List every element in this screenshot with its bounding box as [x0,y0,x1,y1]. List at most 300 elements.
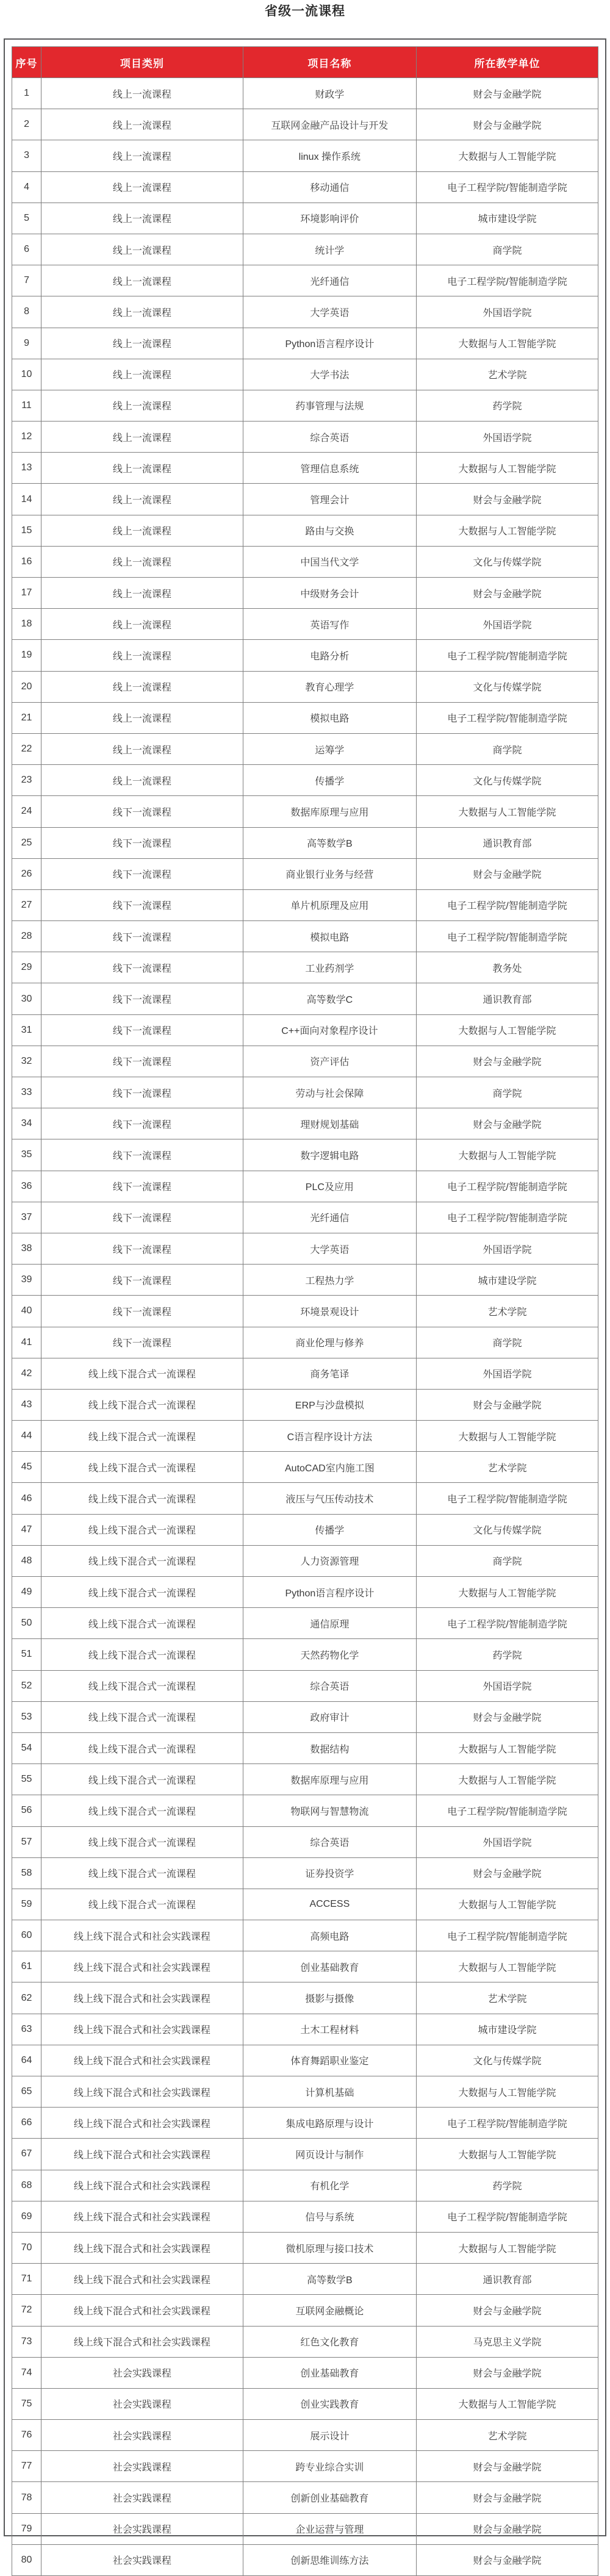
row-index-cell: 19 [12,640,41,671]
table-row [12,702,598,733]
unit-cell: 商学院 [417,1077,598,1108]
category-cell: 线上线下混合式和社会实践课程 [41,2045,243,2076]
category-cell: 线上线下混合式和社会实践课程 [41,2108,243,2139]
table-row [12,921,598,952]
course-name-cell: 企业运营与管理 [243,2513,416,2544]
unit-cell: 城市建设学院 [417,203,598,234]
category-cell: 线上一流课程 [41,140,243,171]
row-index-cell: 46 [12,1483,41,1514]
course-name-cell: 微机原理与接口技术 [243,2232,416,2263]
category-cell: 线上一流课程 [41,640,243,671]
row-index-cell: 72 [12,2295,41,2326]
row-index-cell: 53 [12,1701,41,1732]
row-index-cell: 80 [12,2544,41,2575]
category-cell: 线上一流课程 [41,359,243,390]
unit-cell: 城市建设学院 [417,1265,598,1296]
category-cell: 线下一流课程 [41,1296,243,1327]
category-cell: 线上一流课程 [41,265,243,296]
table-row [12,1701,598,1732]
category-cell: 线下一流课程 [41,983,243,1014]
unit-cell: 财会与金融学院 [417,578,598,609]
category-cell: 线下一流课程 [41,1077,243,1108]
row-index-cell: 1 [12,78,41,109]
row-index-cell: 47 [12,1514,41,1545]
course-name-cell: 土木工程材料 [243,2014,416,2045]
category-cell: 线下一流课程 [41,827,243,858]
table-row [12,1046,598,1077]
course-name-cell: 光纤通信 [243,1202,416,1233]
category-cell: 线上线下混合式一流课程 [41,1670,243,1701]
table-header [12,47,598,78]
unit-cell: 文化与传媒学院 [417,1514,598,1545]
row-index-cell: 13 [12,453,41,484]
unit-cell: 药学院 [417,390,598,421]
row-index-cell: 20 [12,671,41,702]
table-row [12,1327,598,1358]
row-index-cell: 74 [12,2357,41,2388]
table-row [12,2388,598,2419]
table-row [12,2357,598,2388]
course-name-cell: 数据库原理与应用 [243,796,416,827]
unit-cell: 城市建设学院 [417,2014,598,2045]
category-cell: 线上线下混合式和社会实践课程 [41,2139,243,2170]
table-row [12,2045,598,2076]
row-index-cell: 49 [12,1577,41,1608]
table-row [12,2139,598,2170]
category-cell: 社会实践课程 [41,2357,243,2388]
unit-cell: 文化与传媒学院 [417,671,598,702]
unit-cell: 财会与金融学院 [417,1701,598,1732]
category-cell: 线上线下混合式和社会实践课程 [41,2201,243,2232]
course-name-cell: Python语言程序设计 [243,1577,416,1608]
row-index-cell: 61 [12,1951,41,1982]
unit-cell: 财会与金融学院 [417,1046,598,1077]
unit-cell: 财会与金融学院 [417,2482,598,2513]
category-cell: 线上线下混合式和社会实践课程 [41,2014,243,2045]
category-cell: 线上线下混合式和社会实践课程 [41,1982,243,2014]
course-name-cell: 管理信息系统 [243,453,416,484]
course-name-cell: 中国当代文学 [243,546,416,577]
category-cell: 线上一流课程 [41,733,243,764]
unit-cell: 电子工程学院/智能制造学院 [417,2108,598,2139]
category-cell: 线上线下混合式一流课程 [41,1358,243,1389]
table-row [12,2326,598,2357]
category-cell: 线下一流课程 [41,889,243,920]
row-index-cell: 22 [12,733,41,764]
category-cell: 社会实践课程 [41,2544,243,2575]
unit-cell: 财会与金融学院 [417,2513,598,2544]
table-row [12,1296,598,1327]
row-index-cell: 37 [12,1202,41,1233]
column-header-course-name: 项目名称 [243,47,416,78]
category-cell: 线上线下混合式和社会实践课程 [41,2326,243,2357]
course-name-cell: 中级财务会计 [243,578,416,609]
row-index-cell: 18 [12,609,41,640]
unit-cell: 电子工程学院/智能制造学院 [417,1202,598,1233]
unit-cell: 电子工程学院/智能制造学院 [417,1795,598,1826]
course-name-cell: 环境景观设计 [243,1296,416,1327]
column-header-category: 项目类别 [41,47,243,78]
course-name-cell: 管理会计 [243,484,416,515]
unit-cell: 教务处 [417,952,598,983]
row-index-cell: 35 [12,1139,41,1171]
row-index-cell: 33 [12,1077,41,1108]
category-cell: 社会实践课程 [41,2513,243,2544]
category-cell: 线上一流课程 [41,109,243,140]
course-name-cell: 创新创业基础教育 [243,2482,416,2513]
column-header-index: 序号 [12,47,41,78]
course-name-cell: 数据结构 [243,1732,416,1763]
column-header-unit: 所在教学单位 [417,47,598,78]
category-cell: 线上线下混合式一流课程 [41,1701,243,1732]
row-index-cell: 12 [12,422,41,453]
course-name-cell: 证券投资学 [243,1857,416,1889]
row-index-cell: 38 [12,1233,41,1264]
unit-cell: 财会与金融学院 [417,78,598,109]
table-row [12,1920,598,1951]
table-row [12,390,598,421]
course-name-cell: 工程热力学 [243,1265,416,1296]
category-cell: 线上一流课程 [41,515,243,546]
row-index-cell: 51 [12,1639,41,1670]
category-cell: 线下一流课程 [41,1139,243,1171]
unit-cell: 艺术学院 [417,359,598,390]
course-name-cell: 创业实践教育 [243,2388,416,2419]
category-cell: 线上线下混合式一流课程 [41,1389,243,1420]
course-name-cell: 综合英语 [243,1670,416,1701]
category-cell: 线上一流课程 [41,702,243,733]
category-cell: 线上线下混合式一流课程 [41,1826,243,1857]
unit-cell: 电子工程学院/智能制造学院 [417,2201,598,2232]
category-cell: 线上线下混合式和社会实践课程 [41,1951,243,1982]
row-index-cell: 68 [12,2170,41,2201]
unit-cell: 电子工程学院/智能制造学院 [417,640,598,671]
unit-cell: 大数据与人工智能学院 [417,1139,598,1171]
table-row [12,2201,598,2232]
row-index-cell: 31 [12,1014,41,1046]
table-row [12,671,598,702]
row-index-cell: 45 [12,1452,41,1483]
unit-cell: 财会与金融学院 [417,109,598,140]
table-row [12,296,598,328]
course-name-cell: 商务笔译 [243,1358,416,1389]
course-name-cell: 大学英语 [243,296,416,328]
category-cell: 线上一流课程 [41,203,243,234]
course-name-cell: 资产评估 [243,1046,416,1077]
table-row [12,78,598,109]
course-name-cell: 传播学 [243,1514,416,1545]
category-cell: 线上线下混合式和社会实践课程 [41,2264,243,2295]
unit-cell: 电子工程学院/智能制造学院 [417,171,598,203]
row-index-cell: 75 [12,2388,41,2419]
course-name-cell: 商业银行业务与经营 [243,858,416,889]
row-index-cell: 5 [12,203,41,234]
course-name-cell: 路由与交换 [243,515,416,546]
unit-cell: 通识教育部 [417,2264,598,2295]
table-row [12,889,598,920]
table-row [12,2420,598,2451]
table-row [12,796,598,827]
course-name-cell: 模拟电路 [243,921,416,952]
category-cell: 社会实践课程 [41,2482,243,2513]
row-index-cell: 66 [12,2108,41,2139]
unit-cell: 通识教育部 [417,827,598,858]
unit-cell: 商学院 [417,1327,598,1358]
table-row [12,952,598,983]
table-row [12,1764,598,1795]
unit-cell: 外国语学院 [417,1670,598,1701]
table-row [12,1608,598,1639]
row-index-cell: 3 [12,140,41,171]
unit-cell: 大数据与人工智能学院 [417,1732,598,1763]
row-index-cell: 23 [12,765,41,796]
course-name-cell: 环境影响评价 [243,203,416,234]
row-index-cell: 41 [12,1327,41,1358]
row-index-cell: 9 [12,328,41,359]
table-row [12,1795,598,1826]
category-cell: 线上线下混合式和社会实践课程 [41,2232,243,2263]
unit-cell: 大数据与人工智能学院 [417,2388,598,2419]
table-row [12,1982,598,2014]
category-cell: 线上线下混合式一流课程 [41,1857,243,1889]
course-name-cell: 创业基础教育 [243,2357,416,2388]
category-cell: 线上线下混合式一流课程 [41,1639,243,1670]
table-row [12,2108,598,2139]
category-cell: 线上一流课程 [41,296,243,328]
row-index-cell: 40 [12,1296,41,1327]
table-row [12,733,598,764]
course-name-cell: 集成电路原理与设计 [243,2108,416,2139]
unit-cell: 财会与金融学院 [417,2544,598,2575]
table-row [12,484,598,515]
table-row [12,1139,598,1171]
category-cell: 线上线下混合式一流课程 [41,1421,243,1452]
unit-cell: 大数据与人工智能学院 [417,2232,598,2263]
unit-cell: 艺术学院 [417,2420,598,2451]
unit-cell: 电子工程学院/智能制造学院 [417,1171,598,1202]
row-index-cell: 48 [12,1545,41,1576]
row-index-cell: 42 [12,1358,41,1389]
unit-cell: 大数据与人工智能学院 [417,796,598,827]
table-row [12,1014,598,1046]
course-name-cell: 红色文化教育 [243,2326,416,2357]
table-row [12,1358,598,1389]
unit-cell: 大数据与人工智能学院 [417,140,598,171]
category-cell: 线下一流课程 [41,1108,243,1139]
row-index-cell: 69 [12,2201,41,2232]
unit-cell: 大数据与人工智能学院 [417,1577,598,1608]
unit-cell: 药学院 [417,1639,598,1670]
unit-cell: 马克思主义学院 [417,2326,598,2357]
unit-cell: 艺术学院 [417,1982,598,2014]
table-row [12,2482,598,2513]
unit-cell: 大数据与人工智能学院 [417,1014,598,1046]
category-cell: 线上线下混合式一流课程 [41,1483,243,1514]
category-cell: 线下一流课程 [41,1327,243,1358]
category-cell: 线上一流课程 [41,578,243,609]
table-row [12,422,598,453]
course-name-cell: 创新思维训练方法 [243,2544,416,2575]
unit-cell: 外国语学院 [417,1826,598,1857]
row-index-cell: 77 [12,2451,41,2482]
row-index-cell: 76 [12,2420,41,2451]
table-row [12,1108,598,1139]
category-cell: 线上线下混合式和社会实践课程 [41,2170,243,2201]
unit-cell: 财会与金融学院 [417,2451,598,2482]
category-cell: 线下一流课程 [41,1046,243,1077]
course-name-cell: linux 操作系统 [243,140,416,171]
row-index-cell: 39 [12,1265,41,1296]
row-index-cell: 17 [12,578,41,609]
table-row [12,515,598,546]
table-row [12,1421,598,1452]
unit-cell: 通识教育部 [417,983,598,1014]
course-name-cell: 通信原理 [243,1608,416,1639]
table-row [12,1171,598,1202]
category-cell: 线下一流课程 [41,921,243,952]
category-cell: 线下一流课程 [41,1265,243,1296]
unit-cell: 艺术学院 [417,1296,598,1327]
course-name-cell: 单片机原理及应用 [243,889,416,920]
course-name-cell: 电路分析 [243,640,416,671]
unit-cell: 财会与金融学院 [417,2357,598,2388]
unit-cell: 电子工程学院/智能制造学院 [417,1608,598,1639]
table-row [12,2451,598,2482]
table-row [12,203,598,234]
unit-cell: 外国语学院 [417,609,598,640]
course-name-cell: PLC及应用 [243,1171,416,1202]
unit-cell: 药学院 [417,2170,598,2201]
unit-cell: 财会与金融学院 [417,1389,598,1420]
table-row [12,2076,598,2108]
category-cell: 线下一流课程 [41,796,243,827]
course-name-cell: 人力资源管理 [243,1545,416,1576]
table-row [12,1077,598,1108]
table-row [12,609,598,640]
unit-cell: 文化与传媒学院 [417,546,598,577]
course-name-cell: 大学书法 [243,359,416,390]
course-name-cell: 传播学 [243,765,416,796]
course-name-cell: 物联网与智慧物流 [243,1795,416,1826]
course-name-cell: 综合英语 [243,1826,416,1857]
course-name-cell: 高频电路 [243,1920,416,1951]
row-index-cell: 14 [12,484,41,515]
category-cell: 线上一流课程 [41,390,243,421]
unit-cell: 文化与传媒学院 [417,765,598,796]
unit-cell: 外国语学院 [417,296,598,328]
course-name-cell: 摄影与摄像 [243,1982,416,2014]
row-index-cell: 60 [12,1920,41,1951]
row-index-cell: 79 [12,2513,41,2544]
category-cell: 线上线下混合式一流课程 [41,1514,243,1545]
course-name-cell: 跨专业综合实训 [243,2451,416,2482]
table-row [12,1577,598,1608]
unit-cell: 电子工程学院/智能制造学院 [417,921,598,952]
table-row [12,1826,598,1857]
table-row [12,1483,598,1514]
table-row [12,858,598,889]
table-row [12,2544,598,2575]
course-name-cell: 计算机基础 [243,2076,416,2108]
table-row [12,1545,598,1576]
row-index-cell: 6 [12,234,41,265]
row-index-cell: 16 [12,546,41,577]
course-name-cell: AutoCAD室内施工图 [243,1452,416,1483]
table-row [12,1951,598,1982]
course-name-cell: 高等数学C [243,983,416,1014]
unit-cell: 商学院 [417,234,598,265]
row-index-cell: 44 [12,1421,41,1452]
category-cell: 线上线下混合式一流课程 [41,1889,243,1920]
row-index-cell: 30 [12,983,41,1014]
row-index-cell: 8 [12,296,41,328]
unit-cell: 财会与金融学院 [417,858,598,889]
course-name-cell: 药事管理与法规 [243,390,416,421]
course-name-cell: 财政学 [243,78,416,109]
row-index-cell: 56 [12,1795,41,1826]
table-row [12,2014,598,2045]
unit-cell: 外国语学院 [417,1358,598,1389]
table-row [12,1233,598,1264]
course-name-cell: 创业基础教育 [243,1951,416,1982]
category-cell: 线上一流课程 [41,422,243,453]
table-row [12,2513,598,2544]
course-name-cell: 数据库原理与应用 [243,1764,416,1795]
category-cell: 社会实践课程 [41,2388,243,2419]
row-index-cell: 36 [12,1171,41,1202]
table-row [12,2170,598,2201]
category-cell: 线上一流课程 [41,171,243,203]
row-index-cell: 32 [12,1046,41,1077]
course-name-cell: 天然药物化学 [243,1639,416,1670]
unit-cell: 大数据与人工智能学院 [417,515,598,546]
row-index-cell: 26 [12,858,41,889]
category-cell: 线上一流课程 [41,328,243,359]
table-outer-frame [4,38,606,2567]
course-name-cell: ACCESS [243,1889,416,1920]
row-index-cell: 58 [12,1857,41,1889]
category-cell: 线下一流课程 [41,858,243,889]
course-name-cell: 大学英语 [243,1233,416,1264]
unit-cell: 艺术学院 [417,1452,598,1483]
row-index-cell: 54 [12,1732,41,1763]
category-cell: 线下一流课程 [41,1202,243,1233]
unit-cell: 外国语学院 [417,422,598,453]
row-index-cell: 29 [12,952,41,983]
table-body [12,78,598,2576]
unit-cell: 大数据与人工智能学院 [417,328,598,359]
course-name-cell: 体育舞蹈职业鉴定 [243,2045,416,2076]
table-row [12,546,598,577]
row-index-cell: 67 [12,2139,41,2170]
category-cell: 线下一流课程 [41,1233,243,1264]
unit-cell: 大数据与人工智能学院 [417,2076,598,2108]
course-name-cell: 工业药剂学 [243,952,416,983]
unit-cell: 大数据与人工智能学院 [417,1421,598,1452]
row-index-cell: 50 [12,1608,41,1639]
row-index-cell: 21 [12,702,41,733]
category-cell: 线上线下混合式一流课程 [41,1764,243,1795]
row-index-cell: 34 [12,1108,41,1139]
unit-cell: 财会与金融学院 [417,484,598,515]
table-row [12,2295,598,2326]
course-name-cell: 运筹学 [243,733,416,764]
row-index-cell: 57 [12,1826,41,1857]
unit-cell: 财会与金融学院 [417,1108,598,1139]
unit-cell: 电子工程学院/智能制造学院 [417,702,598,733]
unit-cell: 大数据与人工智能学院 [417,2139,598,2170]
category-cell: 线上一流课程 [41,453,243,484]
